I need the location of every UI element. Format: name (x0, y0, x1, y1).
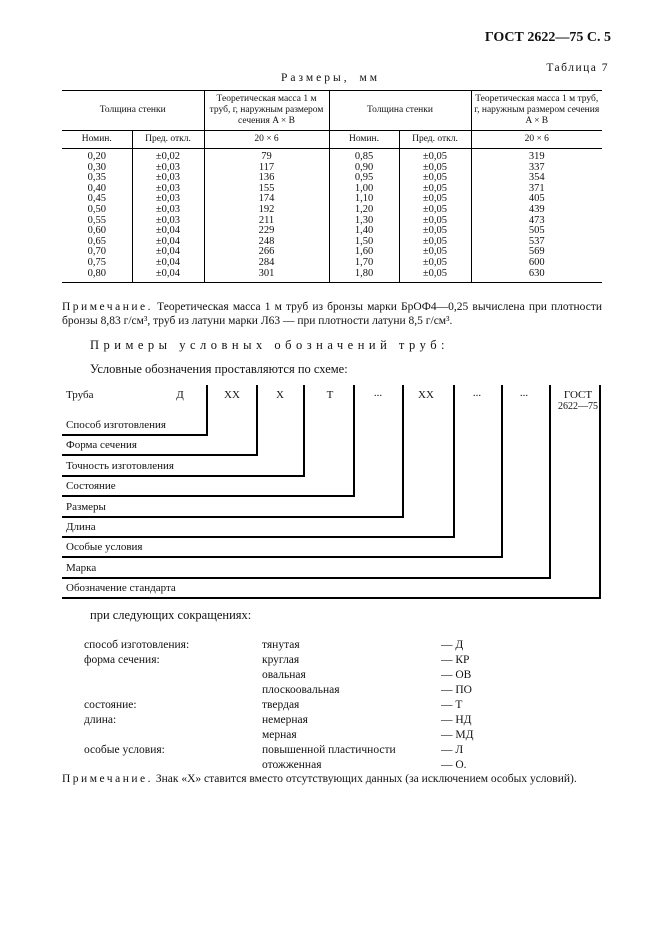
header-mass-left: Теоретическая масса 1 м труб, г, наружным размером сечения A × B (204, 91, 329, 131)
cell-mass: 537 (471, 237, 602, 248)
scheme-token-xx-2: XX (418, 389, 434, 401)
cell-deviation: ±0,05 (399, 184, 471, 195)
footnote-text: Знак «X» ставится вместо отсутствующих данных (за исключением особых условий). (155, 773, 577, 785)
cell-mass: 505 (471, 226, 602, 237)
abbr-code: — НД (441, 714, 472, 726)
cell-nominal: 1,70 (329, 258, 399, 269)
scheme-label-sizes: Размеры (66, 501, 106, 513)
scheme-label-state: Состояние (66, 480, 116, 492)
cell-nominal: 0,40 (87, 182, 106, 194)
cell-mass: 301 (204, 269, 329, 283)
abbr-code: — ПО (441, 684, 472, 696)
header-wall-left: Толщина стенки (62, 91, 204, 131)
cell-deviation: ±0,05 (399, 205, 471, 216)
cell-nominal: 0,50 (87, 203, 106, 215)
table-row (62, 173, 602, 184)
cell-deviation: ±0,05 (399, 247, 471, 258)
cell-nominal: 1,00 (329, 184, 399, 195)
cell-deviation: ±0,05 (399, 173, 471, 184)
table-row (62, 269, 602, 283)
abbr-term: особые условия: (84, 744, 165, 756)
abbr-value: мерная (262, 729, 297, 741)
cell-mass: 79 (204, 149, 329, 163)
table-row (62, 194, 602, 205)
cell-nominal: 0,80 (62, 269, 132, 283)
cell-nominal: 0,75 (87, 256, 106, 268)
cell-mass: 354 (471, 173, 602, 184)
scheme-token-dots-3: ... (519, 387, 529, 399)
scheme-label-method: Способ изготовления (66, 419, 166, 431)
header-size-right: 20 × 6 (471, 131, 602, 149)
cell-mass: 600 (471, 258, 602, 269)
scheme-label-accuracy: Точность изготовления (66, 460, 174, 472)
cell-mass: 266 (204, 247, 329, 258)
table-row (62, 216, 602, 227)
cell-mass: 211 (204, 216, 329, 227)
cell-nominal: 0,85 (329, 149, 399, 163)
abbr-value: отожженная (262, 759, 322, 771)
header-nom-left: Номин. (62, 131, 132, 149)
examples-title: Примеры условных обозначений труб: (90, 338, 450, 352)
footnote (62, 772, 602, 786)
header-dev-left: Пред. откл. (132, 131, 204, 149)
page-header: ГОСТ 2622—75 С. 5 (484, 30, 611, 45)
table-note (62, 300, 602, 328)
table-row (62, 226, 602, 237)
abbr-value: тянутая (262, 639, 300, 651)
abbr-term: состояние: (84, 699, 137, 711)
scheme-token-gost: ГОСТ (563, 389, 593, 401)
table-row (62, 163, 602, 174)
cell-deviation: ±0,05 (399, 149, 471, 163)
abbr-value: плоскоовальная (262, 684, 340, 696)
cell-deviation: ±0,05 (399, 194, 471, 205)
scheme-token-xx: XX (224, 389, 240, 401)
cell-deviation: ±0,04 (132, 247, 204, 258)
cell-nominal: 0,70 (87, 246, 106, 258)
cell-nominal: 0,55 (87, 214, 106, 226)
abbr-value: твердая (262, 699, 300, 711)
cell-mass: 337 (471, 163, 602, 174)
abbr-term: длина: (84, 714, 117, 726)
abbr-code: — Т (441, 699, 463, 711)
abbr-code: — КР (441, 654, 470, 666)
cell-deviation: ±0,03 (132, 205, 204, 216)
cell-nominal: 0,90 (329, 163, 399, 174)
scheme-label-standard: Обозначение стандарта (66, 582, 176, 594)
table-number: Таблица 7 (546, 62, 609, 74)
scheme-token-truba: Труба (66, 389, 94, 401)
cell-mass: 155 (204, 184, 329, 195)
cell-deviation: ±0,03 (132, 173, 204, 184)
footnote-label: Примечание. (62, 773, 153, 785)
abbr-value: круглая (262, 654, 300, 666)
cell-mass: 248 (204, 237, 329, 248)
abbr-code: — МД (441, 729, 474, 741)
cell-deviation: ±0,02 (132, 149, 204, 163)
table-row (62, 258, 602, 269)
cell-deviation: ±0,04 (132, 258, 204, 269)
cell-mass: 473 (471, 216, 602, 227)
scheme-token-dots-1: ... (373, 387, 383, 399)
scheme-token-d: Д (176, 389, 184, 401)
cell-nominal: 1,20 (329, 205, 399, 216)
cell-nominal: 0,95 (329, 173, 399, 184)
note-text: Теоретическая масса 1 м труб из бронзы марки БрОФ4—0,25 вычислена при плотности бронзы 8,83 г/см³, труб из латуни марки Л63 — при плотности латуни 8,5 г/см³. (62, 301, 603, 327)
table-row (62, 205, 602, 216)
scheme-token-x: X (276, 389, 284, 401)
scheme-label-section: Форма сечения (66, 439, 137, 451)
cell-deviation: ±0,05 (399, 226, 471, 237)
cell-nominal: 1,30 (329, 216, 399, 227)
cell-nominal: 1,80 (329, 269, 399, 283)
cell-mass: 319 (471, 149, 602, 163)
cell-deviation: ±0,05 (399, 258, 471, 269)
cell-mass: 284 (204, 258, 329, 269)
cell-mass: 136 (204, 173, 329, 184)
table-row (62, 149, 602, 163)
cell-deviation: ±0,03 (132, 184, 204, 195)
header-size-left: 20 × 6 (204, 131, 329, 149)
cell-mass: 569 (471, 247, 602, 258)
cell-deviation: ±0,03 (132, 163, 204, 174)
abbr-value: овальная (262, 669, 306, 681)
header-wall-right: Толщина стенки (329, 91, 471, 131)
cell-deviation: ±0,04 (132, 237, 204, 248)
header-dev-right: Пред. откл. (399, 131, 471, 149)
caption-word: Размеры, (280, 72, 350, 84)
abbr-code: — Д (441, 639, 464, 651)
cell-mass: 371 (471, 184, 602, 195)
scheme-label-grade: Марка (66, 562, 97, 574)
cell-nominal: 0,65 (87, 235, 106, 247)
cell-nominal: 0,20 (87, 151, 106, 162)
abbr-term: способ изготовления: (84, 639, 190, 651)
cell-nominal: 1,60 (329, 247, 399, 258)
dimensions-table (62, 90, 602, 283)
cell-nominal: 0,45 (87, 193, 106, 205)
scheme-label-length: Длина (66, 521, 96, 533)
cell-mass: 192 (204, 205, 329, 216)
note-label: Примечание. (62, 301, 153, 313)
cell-mass: 117 (204, 163, 329, 174)
abbr-code: — Л (441, 744, 464, 756)
abbr-code: — ОВ (441, 669, 472, 681)
header-mass-right: Теоретическая масса 1 м труб, г, наружным размером сечения A × B (471, 91, 602, 131)
scheme-token-gost-number: 2622—75 (558, 401, 598, 412)
cell-nominal: 0,35 (87, 172, 106, 184)
caption-unit: мм (359, 72, 381, 84)
abbreviations-title: при следующих сокращениях: (90, 608, 252, 622)
header-nom-right: Номин. (329, 131, 399, 149)
table-caption (0, 72, 661, 84)
cell-mass: 174 (204, 194, 329, 205)
cell-deviation: ±0,05 (399, 237, 471, 248)
scheme-label-special: Особые условия (66, 541, 143, 553)
cell-mass: 405 (471, 194, 602, 205)
abbr-code: — О. (441, 759, 467, 771)
cell-deviation: ±0,03 (132, 194, 204, 205)
cell-nominal: 1,50 (329, 237, 399, 248)
cell-deviation: ±0,05 (399, 269, 471, 283)
cell-nominal: 1,40 (329, 226, 399, 237)
cell-deviation: ±0,04 (132, 226, 204, 237)
cell-mass: 439 (471, 205, 602, 216)
cell-nominal: 1,10 (329, 194, 399, 205)
cell-mass: 630 (471, 269, 602, 283)
cell-nominal: 0,30 (87, 161, 106, 173)
cell-mass: 229 (204, 226, 329, 237)
abbr-term: форма сечения: (84, 654, 160, 666)
scheme-title: Условные обозначения проставляются по схеме: (90, 362, 348, 376)
scheme-token-t: Т (326, 389, 334, 401)
table-row (62, 237, 602, 248)
table-row (62, 184, 602, 195)
cell-deviation: ±0,05 (399, 163, 471, 174)
cell-deviation: ±0,05 (399, 216, 471, 227)
cell-deviation: ±0,03 (132, 216, 204, 227)
abbr-value: немерная (262, 714, 308, 726)
cell-deviation: ±0,04 (132, 269, 204, 283)
table-row (62, 247, 602, 258)
cell-nominal: 0,60 (87, 225, 106, 237)
abbr-value: повышенной пластичности (262, 744, 396, 756)
scheme-token-dots-2: ... (472, 387, 482, 399)
